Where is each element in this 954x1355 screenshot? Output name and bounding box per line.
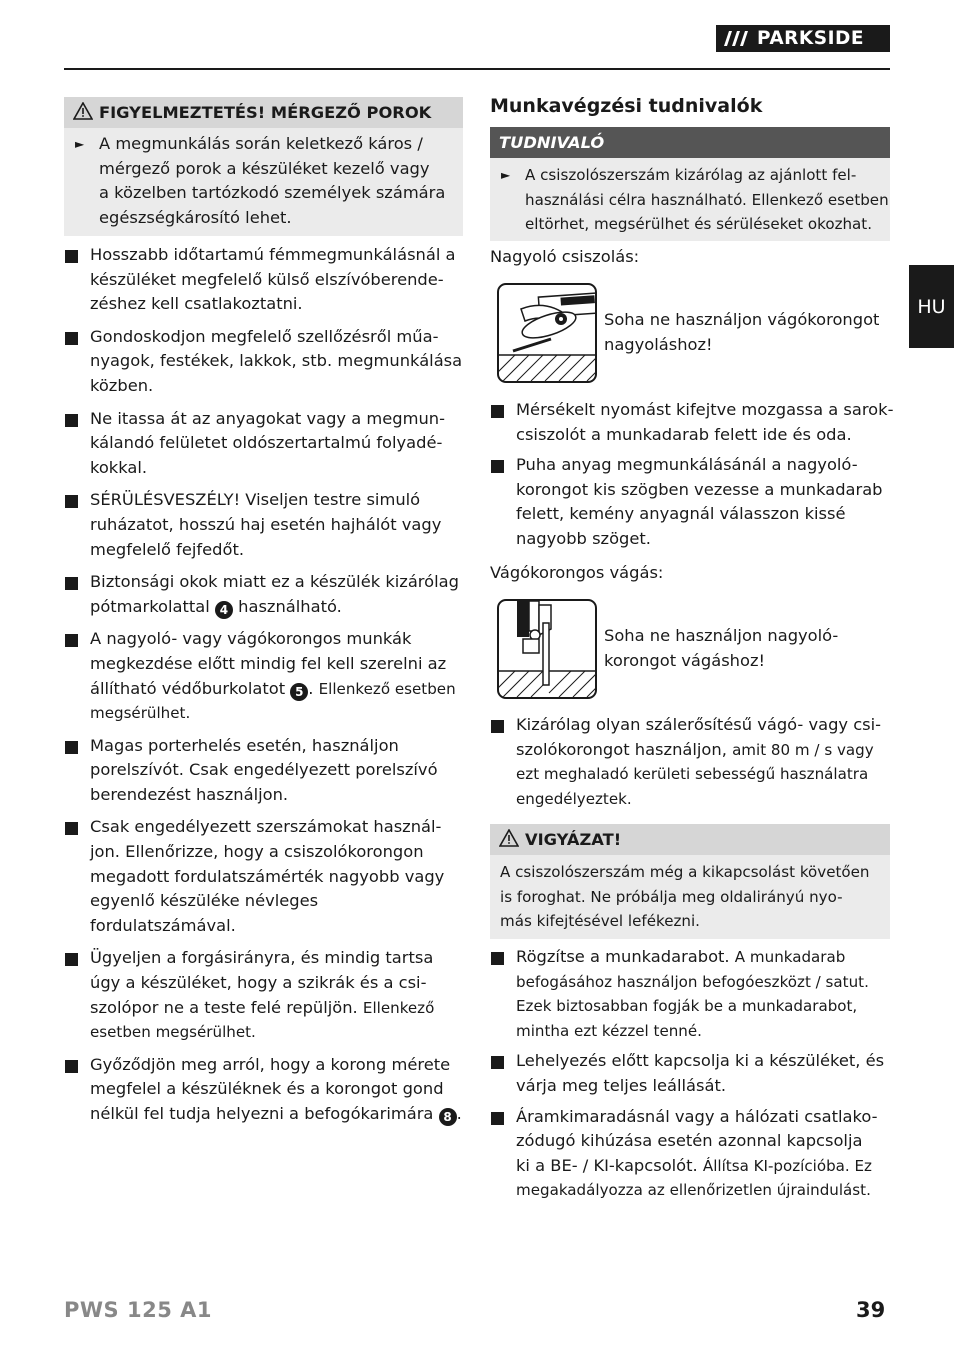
- rough-grinding-illustration: [497, 283, 597, 383]
- bullet-square-icon: [491, 952, 504, 965]
- text-line: korongot vágáshoz!: [604, 650, 766, 670]
- bullet-square-icon: [65, 822, 78, 835]
- text-line: várja meg teljes leállását.: [516, 1075, 727, 1095]
- text-line: megsérülhet.: [90, 704, 191, 723]
- text-line: esetben megsérülhet.: [90, 1023, 256, 1042]
- warning-title: FIGYELMEZTETÉS! MÉRGEZŐ POROK: [99, 103, 432, 122]
- text-span: .: [308, 678, 319, 698]
- text-line: Lehelyezés előtt kapcsolja ki a készüléket, és: [516, 1051, 885, 1071]
- text-span: A munkadarab: [734, 948, 846, 966]
- text-line: egészségkárosító lehet.: [99, 207, 292, 227]
- list-item: [64, 325, 469, 399]
- arrow-right-icon: ►: [501, 168, 511, 182]
- text-span: Állítsa KI-pozícióba. Ez: [702, 1156, 872, 1175]
- text-line: [516, 738, 895, 763]
- list-item: [490, 453, 895, 551]
- part-number-badge: 5: [290, 683, 308, 701]
- caution-box: [490, 824, 890, 939]
- text-line: eltörhet, megsérülhet és sérüléseket okozhat.: [525, 215, 873, 234]
- text-line: [90, 996, 469, 1021]
- text-line: Mérsékelt nyomást kifejtve mozgassa a sarok-: [516, 400, 894, 419]
- text-line: használási célra használható. Ellenkező esetben: [525, 190, 889, 209]
- text-line: zódugó kihúzása esetén azonnal kapcsolja: [516, 1131, 863, 1151]
- list-item: [490, 713, 895, 811]
- rough-grinding-title: Nagyoló csiszolás:: [490, 247, 640, 266]
- text-line: Biztonsági okok miatt ez a készülék kizárólag: [90, 572, 459, 592]
- bullet-square-icon: [491, 460, 504, 473]
- text-line: mérgező porok a készüléket kezelő vagy: [99, 158, 430, 178]
- text-line: úgy a készüléket, hogy a szikrák és a csi-: [90, 973, 427, 993]
- text-line: Hosszabb időtartamú fémmegmunkálásnál a: [90, 245, 456, 264]
- caution-text: [490, 860, 890, 934]
- toxic-dust-warning-box: [64, 97, 463, 236]
- model-name: PWS 125 A1: [64, 1298, 213, 1322]
- list-item: [64, 946, 469, 1044]
- text-span: állítható védőburkolatot: [90, 678, 291, 698]
- part-number-badge: 8: [439, 1108, 457, 1126]
- text-line: nagyoláshoz!: [604, 334, 713, 354]
- text-line: megadott fordulatszámérték nagyobb vagy: [90, 866, 445, 886]
- rough-bullet-list: [490, 398, 895, 552]
- text-line: megkezdése előtt mindig fel kell szerelni az: [90, 653, 447, 673]
- list-item: [64, 243, 469, 317]
- text-line: kokkal.: [90, 457, 148, 477]
- text-line: nagyobb szöget.: [516, 528, 651, 548]
- text-line: zéshez kell csatlakoztatni.: [90, 294, 303, 314]
- arrow-right-icon: ►: [75, 137, 85, 151]
- text-line: csiszolót a munkadarab felett ide és oda.: [516, 424, 852, 444]
- note-box: [490, 127, 890, 241]
- text-span: szolókorongot használjon,: [516, 739, 733, 759]
- list-item: [64, 734, 469, 808]
- text-line: [90, 1102, 469, 1127]
- text-line: a közelben tartózkodó személyek számára: [99, 183, 446, 203]
- bullet-square-icon: [65, 332, 78, 345]
- text-line: Áramkimaradásnál vagy a hálózati csatlako-: [516, 1106, 878, 1126]
- cutting-illustration: [497, 599, 597, 699]
- list-item: [64, 627, 469, 725]
- list-item: [490, 1105, 895, 1203]
- text-line: ruházatot, hosszú haj esetén hajhálót vagy: [90, 514, 442, 534]
- text-span: Rögzítse a munkadarabot.: [516, 947, 735, 966]
- text-span: Ellenkező: [362, 998, 435, 1017]
- text-line: nyagok, festékek, lakkok, stb. megmunkálása: [90, 351, 463, 371]
- left-bullet-list: [64, 243, 469, 1127]
- text-span: .: [456, 1104, 462, 1123]
- cutting-title: Vágókorongos vágás:: [490, 563, 664, 582]
- cutting-caption: [604, 624, 838, 673]
- text-line: Magas porterhelés esetén, használjon: [90, 735, 399, 755]
- warning-triangle-icon: [73, 102, 93, 124]
- text-line: kálandó felületet oldószertartalmú folyadé-: [90, 433, 443, 453]
- warning-bar: [64, 97, 463, 128]
- bullet-square-icon: [65, 634, 78, 647]
- part-number-badge: 4: [215, 601, 233, 619]
- list-item: [64, 488, 469, 562]
- bullet-square-icon: [65, 741, 78, 754]
- text-line: Gondoskodjon megfelelő szellőzésről műa-: [90, 326, 439, 346]
- text-line: Ügyeljen a forgásirányra, és mindig tartsa: [90, 948, 434, 968]
- list-item: [490, 945, 895, 1043]
- caution-bar: [490, 824, 890, 855]
- bullet-square-icon: [491, 720, 504, 733]
- text-line: egyenlő készüléke névleges fordulatszámával.: [90, 891, 319, 935]
- bullet-square-icon: [65, 577, 78, 590]
- bullet-square-icon: [65, 495, 78, 508]
- text-span: pótmarkolattal: [90, 596, 215, 616]
- text-line: befogásához használjon befogóeszközt / satut.: [516, 972, 869, 991]
- warning-triangle-icon: [499, 829, 519, 851]
- text-line: SÉRÜLÉSVESZÉLY! Viseljen testre simuló: [90, 490, 421, 510]
- text-span: használható.: [232, 596, 342, 616]
- text-line: más kifejtésével lefékezni.: [500, 912, 700, 931]
- text-line: mintha ezt kézzel tenné.: [516, 1021, 702, 1040]
- text-line: Puha anyag megmunkálásánál a nagyoló-: [516, 455, 858, 475]
- text-span: ki a BE- / KI-kapcsolót.: [516, 1155, 703, 1175]
- text-line: [90, 595, 469, 620]
- text-line: Győződjön meg arról, hogy a korong mérete: [90, 1054, 451, 1074]
- text-line: ezt meghaladó kerületi sebességű használatra: [516, 765, 869, 784]
- text-span: Ellenkező esetben: [318, 679, 456, 698]
- language-tab: HU: [909, 265, 954, 348]
- rough-caption: [604, 308, 879, 357]
- text-line: korongot kis szögben vezesse a munkadarab: [516, 479, 883, 499]
- text-line: porelszívót. Csak engedélyezett porelszívó: [90, 760, 438, 780]
- caution-title: VIGYÁZAT!: [525, 830, 622, 849]
- header-rule: [64, 68, 890, 70]
- text-line: Csak engedélyezett szerszámokat használ-: [90, 817, 442, 837]
- bullet-square-icon: [65, 250, 78, 263]
- text-line: Ne itassa át az anyagokat vagy a megmun-: [90, 408, 445, 428]
- bullet-square-icon: [491, 1112, 504, 1125]
- cutting-bullet: [490, 713, 895, 811]
- text-line: [90, 677, 469, 702]
- text-line: közben.: [90, 375, 154, 395]
- text-line: A nagyoló- vagy vágókorongos munkák: [90, 629, 412, 649]
- text-line: Soha ne használjon nagyoló-: [604, 626, 839, 645]
- text-line: Ezek biztosabban fogják be a munkadarabot,: [516, 997, 858, 1016]
- text-line: A megmunkálás során keletkező káros /: [99, 134, 423, 153]
- logo-slashes-icon: [716, 25, 756, 52]
- text-line: Soha ne használjon vágókorongot: [604, 310, 880, 329]
- text-line: A csiszolószerszám kizárólag az ajánlott fel-: [525, 166, 857, 184]
- list-item: [490, 1049, 895, 1098]
- text-line: jon. Ellenőrizze, hogy a csiszolókorongon: [90, 842, 424, 862]
- page-number: 39: [856, 1298, 886, 1322]
- end-bullet-list: [490, 945, 895, 1203]
- list-item: [64, 407, 469, 481]
- text-line: Kizárólag olyan szálerősítésű vágó- vagy csi-: [516, 715, 882, 734]
- note-title: TUDNIVALÓ: [490, 127, 890, 158]
- text-span: nélkül fel tudja helyezni a befogókarimára: [90, 1104, 439, 1123]
- list-item: [64, 570, 469, 619]
- text-line: készüléket megfelelő külső elszívóberende-: [90, 269, 444, 289]
- note-item: [490, 163, 890, 237]
- section-title: Munkavégzési tudnivalók: [490, 95, 763, 117]
- parkside-logo: [716, 25, 890, 52]
- bullet-square-icon: [65, 953, 78, 966]
- bullet-square-icon: [491, 405, 504, 418]
- bullet-square-icon: [65, 414, 78, 427]
- text-line: engedélyeztek.: [516, 789, 632, 808]
- text-span: szolópor ne a teste felé repüljön.: [90, 997, 363, 1017]
- warning-item: [64, 132, 463, 230]
- text-line: berendezést használjon.: [90, 784, 289, 804]
- text-line: megfelel a készüléknek és a korongot gond: [90, 1079, 444, 1099]
- text-line: felett, kemény anyagnál válasszon kissé: [516, 504, 846, 524]
- text-line: megfelelő fejfedőt.: [90, 539, 245, 559]
- bullet-square-icon: [491, 1056, 504, 1069]
- text-line: A csiszolószerszám még a kikapcsolást követően: [500, 863, 870, 881]
- list-item: [64, 815, 469, 938]
- text-line: [516, 1154, 895, 1179]
- text-line: [516, 945, 895, 970]
- list-item: [490, 398, 895, 447]
- logo-brand-text: PARKSIDE: [757, 28, 864, 49]
- text-span: amit 80 m / s vagy: [732, 740, 874, 759]
- text-line: is foroghat. Ne próbálja meg oldalirányú nyo-: [500, 887, 843, 906]
- text-line: megakadályozza az ellenőrizetlen újraindulást.: [516, 1181, 871, 1200]
- bullet-square-icon: [65, 1060, 78, 1073]
- list-item: [64, 1053, 469, 1127]
